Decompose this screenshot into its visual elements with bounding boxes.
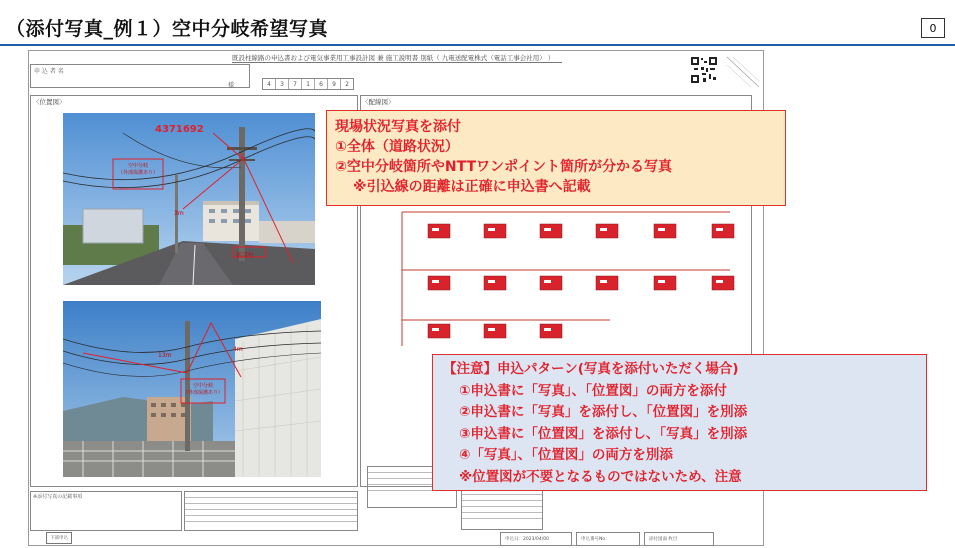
slide-title: （添付写真_例１）空中分岐希望写真 <box>6 18 329 40</box>
form-header-text: 既設柱線路の申込書および電気事業用工事設計図 兼 施工説明書 別紙（ 九電送配電株式（電話工事会社用） ） <box>232 54 555 62</box>
work-details-table <box>184 491 358 531</box>
caution-item: ②申込書に「写真」を添付し、「位置図」を別添 <box>459 404 748 420</box>
wiring-diagram-label: 〈配線図〉 <box>362 98 395 106</box>
form-header-underline <box>232 62 562 63</box>
application-date-value: 2023/04/00 <box>523 536 549 542</box>
page-number: 0 <box>921 18 945 38</box>
applicant-label: 申 込 者 名 <box>34 68 64 75</box>
drop-box-row <box>428 224 734 338</box>
pole-number-label: 4371692 <box>155 124 204 135</box>
digit-cell: 1 <box>302 79 315 89</box>
caution-title: 【注意】申込パターン(写真を添付いただく場合) <box>443 361 739 377</box>
caution-note: ※位置図が不要となるものではないため、注意 <box>459 468 742 485</box>
title-divider <box>0 44 955 46</box>
distance-label: 3m <box>174 210 184 217</box>
applicant-honorific: 様 <box>228 82 235 89</box>
callout-note: ※引込線の距離は正確に申込書へ記載 <box>353 179 591 195</box>
caution-item: ④「写真」、「位置図」の両方を別添 <box>459 447 673 463</box>
photo-notes-label: ※添付写真の記載事項 <box>33 494 83 500</box>
distance-label: 13m <box>158 352 172 359</box>
digit-cell: 3 <box>276 79 289 89</box>
site-photo-callout <box>326 110 786 206</box>
digit-cell: 6 <box>315 79 328 89</box>
corner-stamp-diagram <box>725 55 761 89</box>
digit-cell: 9 <box>328 79 341 89</box>
photo2-caption: 空中分岐 （外部保護あり） <box>182 383 223 396</box>
caution-item: ③申込書に「位置図」を添付し、「写真」を別添 <box>459 425 748 442</box>
wiring-diagram <box>380 190 760 360</box>
callout-item: ①全体（道路状況） <box>335 139 459 155</box>
site-photo-overview <box>63 113 315 285</box>
application-number-box: 申込番号No： <box>576 532 640 546</box>
distance-label: 4m <box>233 346 243 353</box>
new-pole-label: 新設柱 <box>236 252 255 259</box>
caution-item: ①申込書に「写真」、「位置図」の両方を添付 <box>459 382 727 399</box>
callout-title: 現場状況写真を添付 <box>335 119 461 135</box>
attachment-page-box: 添付図面 枚目 <box>644 532 714 546</box>
location-map-label: 〈位置図〉 <box>33 98 66 106</box>
application-date-box <box>500 532 572 546</box>
digit-cell: 4 <box>263 79 276 89</box>
digit-cell: 7 <box>289 79 302 89</box>
caution-callout <box>432 354 927 491</box>
photo1-caption: 空中分岐 （外部保護あり） <box>117 163 158 176</box>
lower-application-stamp: 下部申込 <box>46 532 72 544</box>
callout-item: ②空中分岐箇所やNTTワンポイント箇所が分かる写真 <box>335 159 672 175</box>
digit-cell: 2 <box>345 80 349 88</box>
application-date-label: 申込日： <box>505 537 523 542</box>
pole-number-boxes <box>262 78 354 90</box>
approval-stamp-table <box>461 488 543 530</box>
qr-code-icon <box>690 56 718 84</box>
